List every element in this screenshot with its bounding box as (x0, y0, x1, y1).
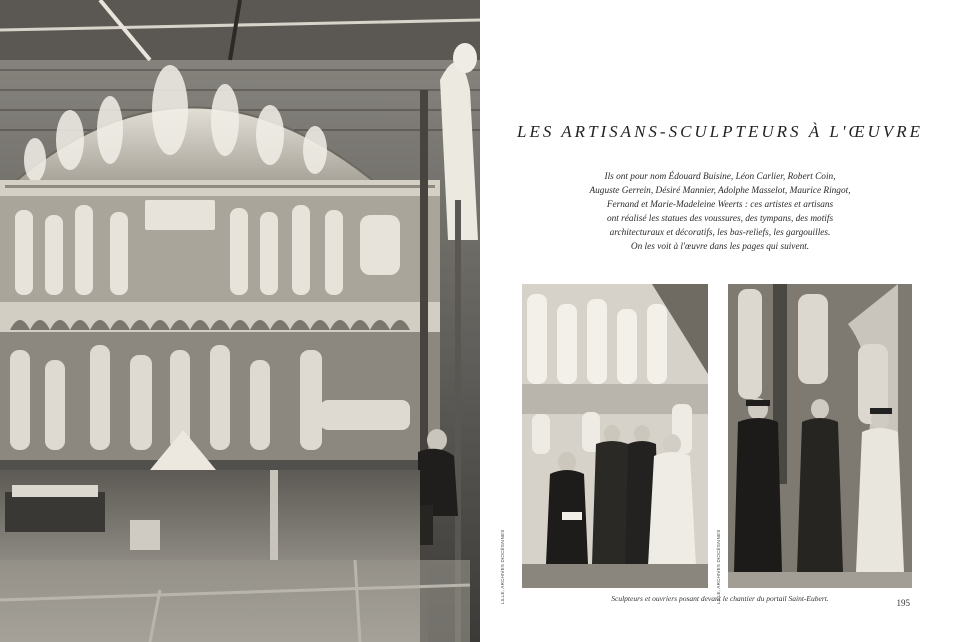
intro-line: Ils ont pour nom Édouard Buisine, Léon Carlier, Robert Coin, (604, 172, 836, 182)
intro-paragraph (580, 170, 860, 254)
photo-sculptors-group-left (522, 284, 708, 588)
photo-credit: LILLE, ARCHIVES DIOCÉSAINES (500, 529, 505, 604)
photo-sculptors-group-right (728, 284, 912, 588)
photo-caption: Sculpteurs et ouvriers posant devant le chantier du portail Saint-Eubert. (611, 594, 829, 603)
intro-line: ont réalisé les statues des voussures, des tympans, des motifs (606, 214, 834, 224)
intro-line: architecturaux et décoratifs, les bas-reliefs, les gargouilles. (609, 228, 831, 238)
page-title: LES ARTISANS-SCULPTEURS À L'ŒUVRE (517, 122, 923, 141)
intro-line: Auguste Gerrein, Désiré Mannier, Adolphe Masselot, Maurice Ringot, (589, 186, 851, 196)
photo-credit: LILLE, ARCHIVES DIOCÉSAINES (716, 529, 721, 604)
page-number: 195 (896, 598, 910, 608)
intro-line: On les voit à l'œuvre dans les pages qui suivent. (630, 242, 810, 252)
intro-line: Fernand et Marie-Madeleine Weerts : ces artistes et artisans (606, 200, 834, 210)
